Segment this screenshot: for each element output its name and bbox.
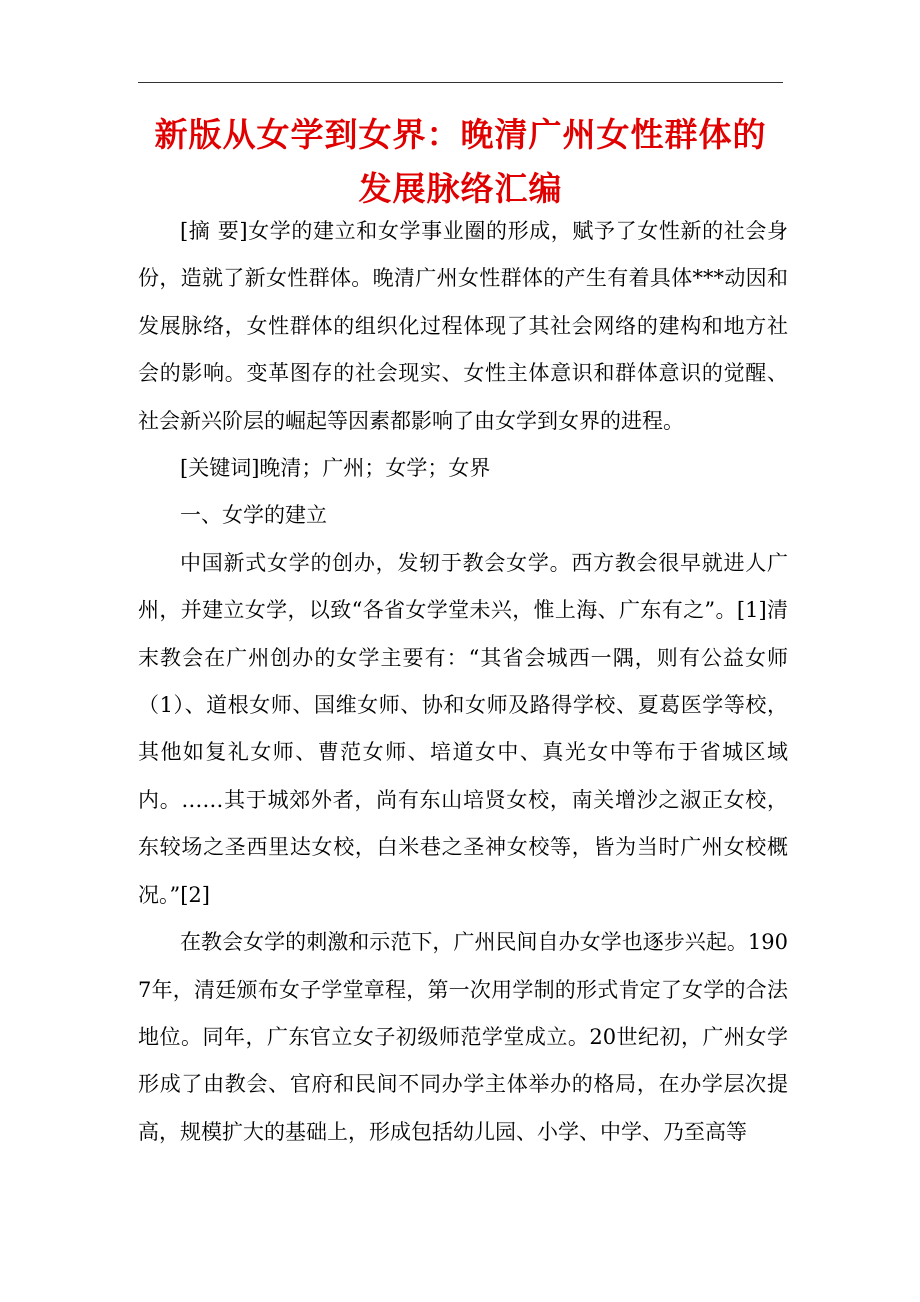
abstract-paragraph: [摘 要]女学的建立和女学事业圈的形成，赋予了女性新的社会身份，造就了新女性群体。晚清广州女性群体的产生有着具体***动因和发展脉络，女性群体的组织化过程体现了其社会网络的建构和地方社会的影响。变革图存的社会现实、女性主体意识和群体意识的觉醒、社会新兴阶层的崛起等因素都影响了由女学到女界的进程。	[138, 219, 788, 433]
document-title: 新版从女学到女界：晚清广州女性群体的发展脉络汇编	[154, 115, 767, 208]
header-rule	[138, 82, 783, 83]
body-paragraph: 在教会女学的刺激和示范下，广州民间自办女学也逐步兴起。1907年，清廷颁布女子学堂章程，第一次用学制的形式肯定了女学的合法地位。同年，广东官立女子初级师范学堂成立。20世纪初，广州女学形成了由教会、官府和民间不同办学主体举办的格局，在办学层次提高，规模扩大的基础上，形成包括幼儿园、小学、中学、乃至高等	[138, 930, 788, 1144]
body-paragraph: 中国新式女学的创办，发轫于教会女学。西方教会很早就进人广州，并建立女学，以致“各省女学堂未兴，惟上海、广东有之”。[1]清末教会在广州创办的女学主要有：“其省会城西一隅，则有公益女师（1）、道根女师、国维女师、协和女师及路得学校、夏葛医学等校，其他如复礼女师、曹范女师、培道女中、真光女中等布于省城区域内。……其于城郊外者，尚有东山培贤女校，南关增沙之淑正女校，东较场之圣西里达女校，白米巷之圣神女校等，皆为当时广州女校概况。”[2]	[138, 550, 788, 907]
keywords-paragraph: [关键词]晚清；广州；女学；女界	[180, 456, 491, 481]
section-heading: 一、女学的建立	[180, 503, 327, 528]
document-body	[138, 208, 788, 1156]
